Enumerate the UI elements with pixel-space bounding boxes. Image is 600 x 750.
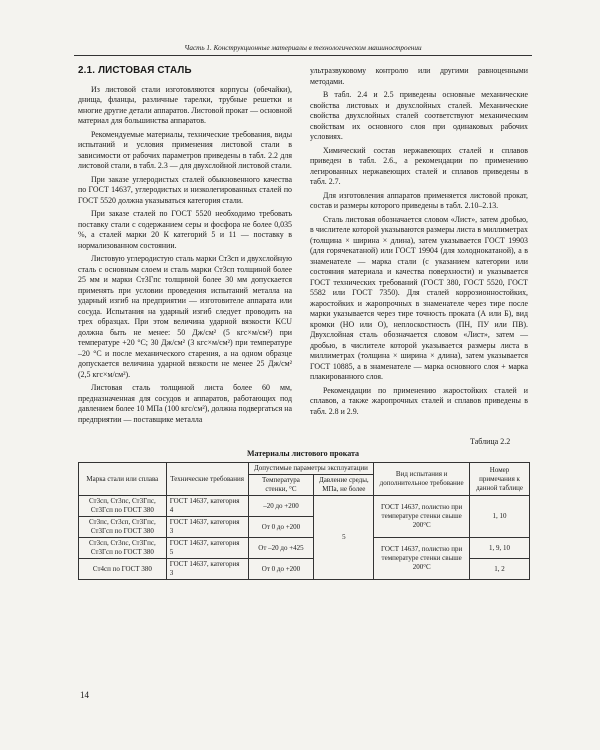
cell-grade: Ст3пс, Ст3сп, Ст3Гпс, Ст3Гсп по ГОСТ 380	[79, 517, 167, 538]
header-temp: Температура стенки, °С	[248, 475, 314, 496]
header-pressure: Давление среды, МПа, не более	[314, 475, 374, 496]
paragraph: Для изготовления аппаратов применяется листовой прокат, состав и размеры которого приведены в табл. 2.10–2.13.	[310, 190, 528, 210]
cell-temp: От –20 до +425	[248, 538, 314, 559]
cell-grade: Ст4сп по ГОСТ 380	[79, 559, 167, 580]
paragraph: Из листовой стали изготовляются корпусы (обечайки), днища, фланцы, различные тарелки, трубные решетки и многие другие детали аппаратов. Листовой прокат — основной материал для большинства аппаратов.	[78, 84, 292, 125]
cell-tech: ГОСТ 14637, категория 3	[166, 517, 248, 538]
paragraph: При заказе углеродистых сталей обыкновенного качества по ГОСТ 14637, углеродистых и низколегированных сталей по ГОСТ 5520 должна указываться категория стали.	[78, 174, 292, 205]
header-grade: Марка стали или сплава	[79, 463, 167, 496]
table-row	[79, 538, 530, 559]
paragraph: Сталь листовая обозначается словом «Лист», затем дробью, в числителе которой указываются размеры листа в миллиметрах (толщина × ширина × длина), затем указывается ГОСТ 19903 (для горячекатаной) или ГОСТ 19904 (для холоднокатаной), а в знаменателе — марка стали (с указанием категории или состояния материала и качества поверхности) и указывается ГОСТ технических требований (ГОСТ 380, ГОСТ 5520, ГОСТ 5582 или ГОСТ 7350). Для сталей коррозионностойких, жаростойких и жаропрочных в знаменателе через тире после марки указывается через тире точность проката (А или Б), вид кромки (НО или О), неплоскостность (ПН, ПУ или ПВ). Двухслойная сталь обозначается словом «Лист», затем — дробью, в числителе которой указывается размеры листа в миллиметрах (толщина × ширина × длина), затем указывается ГОСТ 10885, а в знаменателе — марка основного слоя + марка плакированного слоя.	[310, 214, 528, 381]
header-note: Номер примечания к данной таблице	[470, 463, 530, 496]
header-tech: Технические требования	[166, 463, 248, 496]
cell-test: ГОСТ 14637, полистно при температуре стенки свыше 200°С	[374, 496, 470, 538]
cell-note: 1, 10	[470, 496, 530, 538]
paragraph: Рекомендуемые материалы, технические требования, виды испытаний и условия применения листовой стали в зависимости от рабочих параметров приведены в табл. 2.2 для листовой стали, в табл. 2.3 — для двухслойной листовой стали.	[78, 129, 292, 170]
paragraph: Листовая сталь толщиной листа более 60 мм, предназначенная для сосудов и аппаратов, работающих под давлением более 10 МПа (100 кгс/см²), должна подвергаться на предприятии — поставщике металла	[78, 383, 292, 424]
paragraph: В табл. 2.4 и 2.5 приведены основные механические свойства листовых и двухслойных сталей. Механические свойства двухслойных сталей соответствуют механическим свойствам их основного слоя при одинаковых рабочих условиях.	[310, 90, 528, 141]
header-test: Вид испытания и дополнительное требование	[374, 463, 470, 496]
section-title: 2.1. ЛИСТОВАЯ СТАЛЬ	[78, 65, 192, 76]
cell-tech: ГОСТ 14637, категория 4	[166, 496, 248, 517]
cell-grade: Ст3сп, Ст3пс, Ст3Гпс, Ст3Гсп по ГОСТ 380	[79, 538, 167, 559]
cell-grade: Ст3сп, Ст3пс, Ст3Гпс, Ст3Гсп по ГОСТ 380	[79, 496, 167, 517]
cell-tech: ГОСТ 14637, категория 5	[166, 538, 248, 559]
paragraph: Рекомендации по применению жаростойких сталей и сплавов, а также жаропрочных сталей и сплавов приведены в табл. 2.8 и 2.9.	[310, 385, 528, 416]
header-params: Допустимые параметры эксплуатации	[248, 463, 374, 475]
cell-note: 1, 9, 10	[470, 538, 530, 559]
table-title: Материалы листового проката	[246, 449, 360, 458]
cell-temp: От 0 до +200	[248, 559, 314, 580]
right-column	[310, 66, 528, 420]
cell-temp: –20 до +200	[248, 496, 314, 517]
cell-note: 1, 2	[470, 559, 530, 580]
table-header-row	[79, 463, 530, 475]
table-row	[79, 496, 530, 517]
running-header: Часть 1. Конструкционные материалы в технологическом машиностроении	[74, 44, 532, 56]
cell-tech: ГОСТ 14637, категория 3	[166, 559, 248, 580]
left-column	[78, 66, 292, 428]
cell-test: ГОСТ 14637, полистно при температуре стенки свыше 200°С	[374, 538, 470, 580]
page-number: 14	[80, 690, 89, 700]
cell-temp: От 0 до +200	[248, 517, 314, 538]
paragraph: Листовую углеродистую сталь марки Ст3сп и двухслойную сталь с основным слоем и сталь марки Ст3сп толщиной более 25 мм и марки Ст3Гпс толщиной более 30 мм допускается применять при условии проведения испытаний металла на ударный изгиб на предприятии — изготовителе аппарата или сосуда. Испытания на ударный изгиб следует проводить на трех образцах. При этом величина ударной вязкости KCU должна быть не менее: 50 Дж/см² (5 кгс×м/см²) при температуре +20 °С; 30 Дж/см² (3 кгс×м/см²) при температуре –20 °С и после механического старения, а на одном образце допускается величина ударной вязкости не менее 25 Дж/см² (2,5 кгс×м/см²).	[78, 254, 292, 379]
cell-pressure: 5	[314, 496, 374, 580]
paragraph: Химический состав нержавеющих сталей и сплавов приведен в табл. 2.6., а рекомендации по применению легированных нержавеющих сталей и сплавов приведены в табл. 2.7.	[310, 145, 528, 186]
table-label: Таблица 2.2	[470, 437, 511, 446]
paragraph: При заказе сталей по ГОСТ 5520 необходимо требовать поставку стали с содержанием серы и фосфора не более 0,035 %, а сталей марки 20 К категорий 5 и 11 — поставку в нормализованном состоянии.	[78, 209, 292, 250]
paragraph: ультразвуковому контролю или другими равноценными методами.	[310, 66, 528, 86]
materials-table	[78, 462, 530, 580]
